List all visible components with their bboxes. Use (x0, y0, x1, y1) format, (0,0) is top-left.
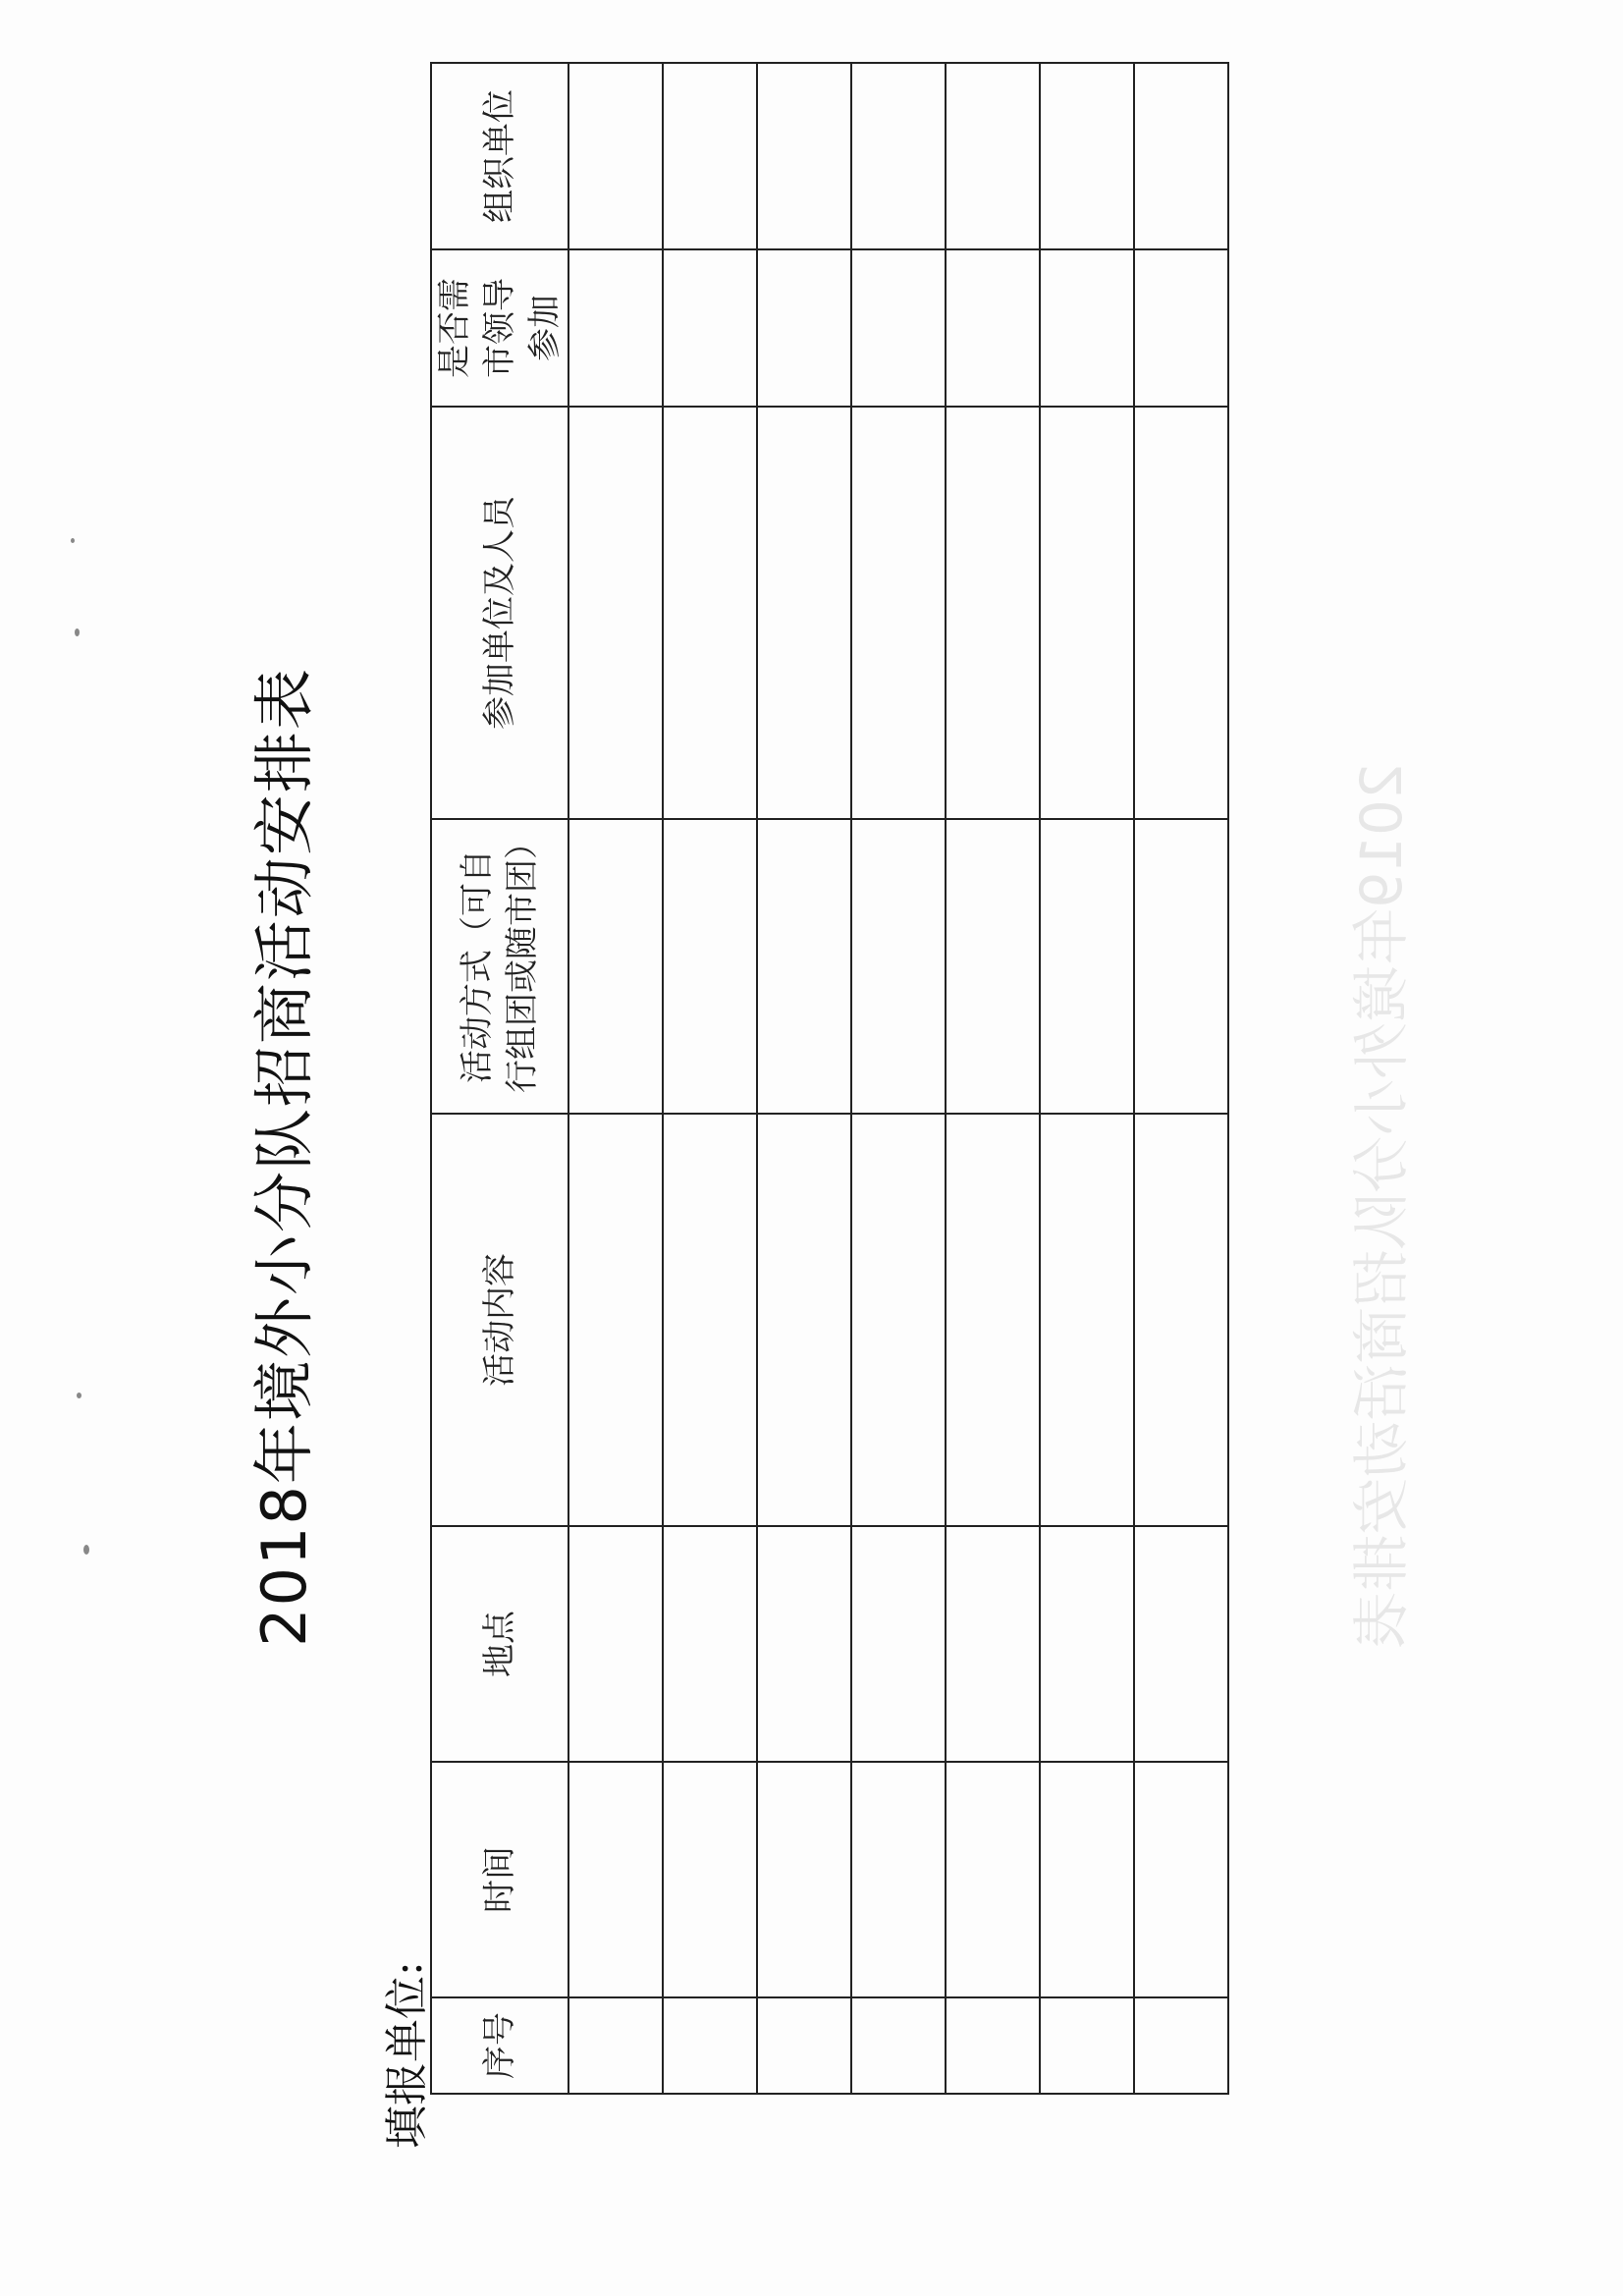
reverse-side-bleed-text: 2019年境外小分队招商活动安排表 (1348, 763, 1415, 1649)
page-title: 2018年境外小分队招商活动安排表 (248, 667, 320, 1647)
table-cell (568, 1114, 663, 1526)
table-cell (851, 249, 946, 407)
table-cell (851, 1762, 946, 1997)
table-cell (1040, 1526, 1134, 1762)
scan-speck (75, 629, 80, 636)
table-cell (1134, 819, 1228, 1114)
activity-schedule-table (430, 62, 1229, 2095)
table-cell (757, 63, 851, 249)
table-cell (1040, 249, 1134, 407)
table-cell (1040, 1114, 1134, 1526)
table-cell (946, 63, 1040, 249)
header-cell: 地点 (431, 1526, 568, 1762)
table-cell (946, 407, 1040, 819)
table-cell (663, 1997, 757, 2094)
table-cell (851, 1114, 946, 1526)
table-cell (663, 63, 757, 249)
header-cell: 时间 (431, 1762, 568, 1997)
table-cell (851, 1526, 946, 1762)
table-cell (757, 1762, 851, 1997)
table-cell (1040, 1762, 1134, 1997)
table-cell (757, 1526, 851, 1762)
table-body (568, 63, 1228, 2094)
table-cell (1134, 1114, 1228, 1526)
scan-speck (71, 538, 75, 543)
table-cell (757, 407, 851, 819)
table-cell (757, 1114, 851, 1526)
header-cell: 序号 (431, 1997, 568, 2094)
table-cell (757, 819, 851, 1114)
table-cell (1134, 1526, 1228, 1762)
table-row (757, 63, 851, 2094)
table-row (663, 63, 757, 2094)
table-cell (568, 407, 663, 819)
table-cell (1134, 1762, 1228, 1997)
header-cell: 活动内容 (431, 1114, 568, 1526)
table-cell (568, 819, 663, 1114)
scan-speck (83, 1545, 89, 1555)
table-cell (663, 819, 757, 1114)
scan-speck (77, 1393, 81, 1398)
table-cell (663, 1526, 757, 1762)
table-cell (568, 249, 663, 407)
table-row (1040, 63, 1134, 2094)
table-row (946, 63, 1040, 2094)
table-cell (1040, 407, 1134, 819)
table-cell (1134, 1997, 1228, 2094)
table-cell (851, 63, 946, 249)
table-cell (946, 819, 1040, 1114)
table-cell (851, 407, 946, 819)
filler-unit-label: 填报单位: (382, 1961, 432, 2149)
table-cell (568, 1997, 663, 2094)
table-row (1134, 63, 1228, 2094)
table-cell (946, 1526, 1040, 1762)
table-cell (757, 1997, 851, 2094)
table-cell (663, 1114, 757, 1526)
table-cell (757, 249, 851, 407)
table-cell (663, 1762, 757, 1997)
table-cell (1134, 63, 1228, 249)
table-row (851, 63, 946, 2094)
header-cell: 是否需市领导参加 (431, 249, 568, 407)
table-cell (851, 1997, 946, 2094)
table-cell (851, 819, 946, 1114)
header-cell: 参加单位及人员 (431, 407, 568, 819)
table-cell (946, 1997, 1040, 2094)
table-cell (1040, 1997, 1134, 2094)
header-cell: 活动方式（可自行组团或随市团） (431, 819, 568, 1114)
table-cell (568, 1526, 663, 1762)
header-cell: 组织单位 (431, 63, 568, 249)
table-cell (1040, 819, 1134, 1114)
table-cell (946, 1762, 1040, 1997)
table-cell (946, 249, 1040, 407)
table-cell (1134, 407, 1228, 819)
table-cell (568, 63, 663, 249)
table-cell (663, 249, 757, 407)
table-cell (946, 1114, 1040, 1526)
table-row (568, 63, 663, 2094)
table-cell (1134, 249, 1228, 407)
table-cell (568, 1762, 663, 1997)
table-cell (1040, 63, 1134, 249)
table-header-row (431, 63, 568, 2094)
table-cell (663, 407, 757, 819)
